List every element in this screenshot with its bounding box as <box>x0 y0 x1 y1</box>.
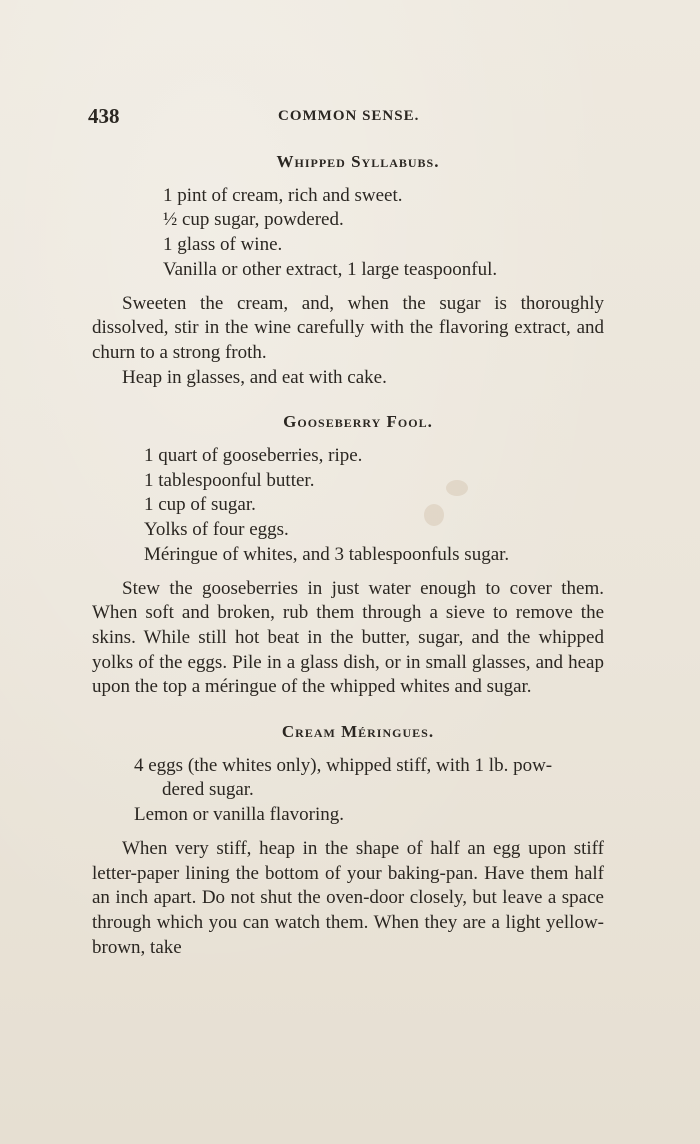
running-head: COMMON SENSE. <box>278 108 420 124</box>
ingredient-item: 4 eggs (the whites only), whipped stiff, with 1 lb. pow- <box>134 754 553 776</box>
recipe-paragraph: Heap in glasses, and eat with cake. <box>122 366 387 388</box>
ingredient-item: 1 glass of wine. <box>163 234 283 256</box>
page-content <box>92 150 604 960</box>
page-header <box>88 104 602 128</box>
recipe-paragraph: Sweeten the cream, and, when the sugar is thoroughly dissolved, stir in the wine carefully with the flavoring extract, and churn to a strong froth. <box>92 292 604 363</box>
ingredient-list <box>92 184 604 283</box>
ingredient-item: ½ cup sugar, powdered. <box>163 209 344 231</box>
recipe-whipped-syllabubs <box>92 150 604 390</box>
recipe-title: Gooseberry Fool. <box>283 412 433 432</box>
ingredient-list <box>92 754 604 828</box>
ingredient-item: Méringue of whites, and 3 tablespoonfuls sugar. <box>144 543 510 565</box>
page-number: 438 <box>88 104 120 128</box>
ingredient-item: 1 quart of gooseberries, ripe. <box>144 445 363 467</box>
ingredient-item: 1 pint of cream, rich and sweet. <box>163 184 403 206</box>
recipe-cream-meringues <box>92 720 604 960</box>
ingredient-item: 1 tablespoonful butter. <box>144 469 315 491</box>
recipe-title: Whipped Syllabubs. <box>276 152 440 171</box>
recipe-paragraph: When very stiff, heap in the shape of half an egg upon stiff letter-paper lining the bottom of your baking-pan. Have them half an inch apart. Do not shut the oven-door closely, but leave a space through which you can watch them. When they are a light yellow-brown, take <box>92 837 604 958</box>
ingredient-list <box>92 444 604 568</box>
ingredient-item-continued: dered sugar. <box>162 779 254 801</box>
recipe-gooseberry-fool <box>92 410 604 700</box>
ingredient-item: Vanilla or other extract, 1 large teaspoonful. <box>163 258 498 280</box>
ingredient-item: Yolks of four eggs. <box>144 519 289 541</box>
recipe-paragraph: Stew the gooseberries in just water enough to cover them. When soft and broken, rub them through a sieve to remove the skins. While still hot beat in the butter, sugar, and the whipped yolks of the eggs. Pile in a glass dish, or in small glasses, and heap upon the top a méringue of the whipped whites and sugar. <box>92 577 604 698</box>
ingredient-item: 1 cup of sugar. <box>144 494 256 516</box>
ingredient-item: Lemon or vanilla flavoring. <box>134 804 344 826</box>
recipe-title: Cream Méringues. <box>281 722 435 742</box>
